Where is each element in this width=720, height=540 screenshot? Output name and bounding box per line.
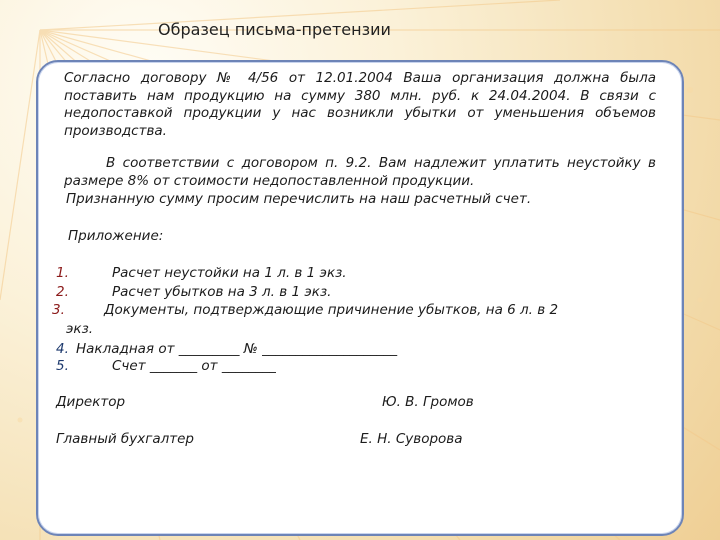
list-item-text: Расчет неустойки на 1 л. в 1 экз.: [112, 265, 347, 281]
list-item-text: Расчет убытков на 3 л. в 1 экз.: [112, 284, 332, 300]
list-item-number: 5.: [56, 358, 69, 374]
signature-role-director: Директор: [56, 394, 126, 410]
paragraph-penalty: В соответствии с договором п. 9.2. Вам надлежит уплатить неустойку в размере 8% от стоимости недопоставленной продукции.: [64, 155, 656, 189]
list-item-number: 4.: [56, 341, 69, 357]
list-item-text: Накладная от _________ № ____________________: [76, 341, 398, 357]
signature-name-director: Ю. В. Громов: [382, 394, 474, 410]
page-title: Образец письма-претензии: [158, 20, 391, 39]
list-item-text: экз.: [66, 321, 94, 337]
list-item-number: 2.: [56, 284, 69, 300]
signature-role-accountant: Главный бухгалтер: [56, 431, 194, 447]
appendix-heading: Приложение:: [68, 228, 164, 244]
list-item-text: Счет _______ от ________: [112, 358, 276, 374]
paragraph-contract: Согласно договору № 4/56 от 12.01.2004 Ваша организация должна была поставить нам продукцию на сумму 380 млн. руб. к 24.04.2004. В связи с недопоставкой продукции у нас возникли убытки от уменьшения объемов производства.: [64, 70, 656, 139]
signature-name-accountant: Е. Н. Суворова: [360, 431, 463, 447]
paragraph-payment-request: Признанную сумму просим перечислить на наш расчетный счет.: [66, 191, 532, 207]
list-item-number: 1.: [56, 265, 69, 281]
list-item-text: Документы, подтверждающие причинение убытков, на 6 л. в 2: [104, 302, 559, 318]
list-item-number: 3.: [52, 302, 65, 318]
